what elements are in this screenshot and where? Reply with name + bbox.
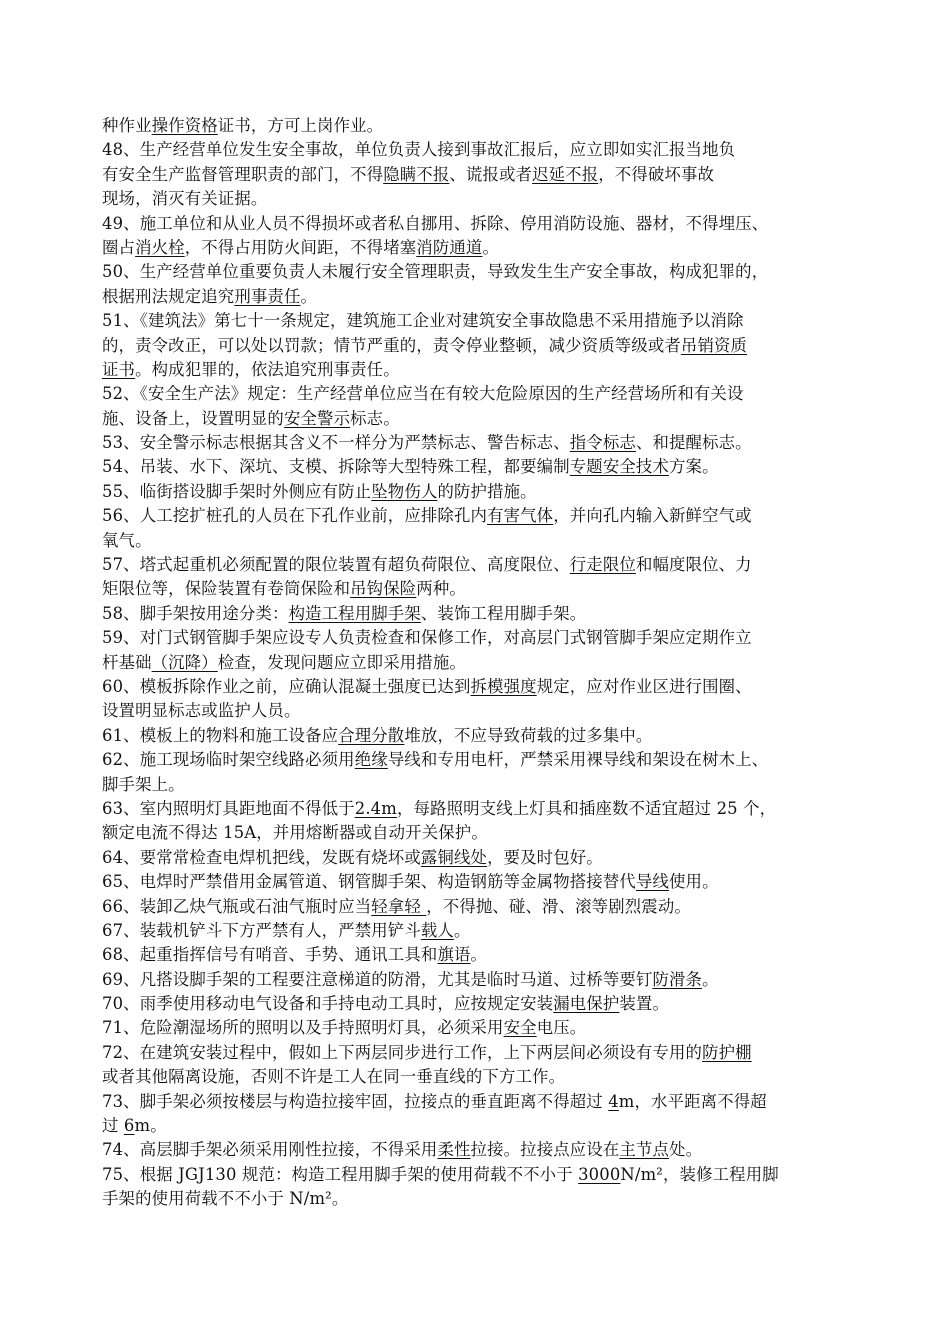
text-line	[102, 943, 862, 967]
text-line	[102, 651, 862, 675]
text-segment: 。	[300, 286, 318, 306]
text-segment: ，每路照明支线上灯具和插座数不适宜超过 25 个，	[396, 798, 777, 818]
text-segment: ，不得占用防火间距，不得堵塞	[184, 237, 417, 257]
text-segment: 堆放，不应导致荷载的过多集中。	[404, 725, 653, 745]
text-segment: 。构成犯罪的，依法追究刑事责任。	[135, 359, 400, 379]
underlined-answer: 专题安全技术	[569, 457, 670, 477]
text-segment: 51、《建筑法》第七十一条规定，建筑施工企业对建筑安全事故隐患不采用措施予以消除	[102, 311, 744, 331]
text-line	[102, 724, 862, 748]
text-segment: 额定电流不得达 15A，并用熔断器或自动开关保护。	[102, 823, 488, 843]
text-line	[102, 431, 862, 455]
text-segment: 杆基础	[102, 652, 152, 672]
underlined-answer: 柔性	[437, 1140, 471, 1160]
text-line	[102, 212, 862, 236]
text-segment: 70、雨季使用移动电气设备和手持电动工具时，应按规定安装	[102, 994, 554, 1014]
text-segment: 、装饰工程用脚手架。	[420, 603, 587, 623]
text-line	[102, 309, 862, 333]
text-segment: 72、在建筑安装过程中，假如上下两层同步进行工作，上下两层间必须设有专用的	[102, 1042, 703, 1062]
text-segment: 49、施工单位和从业人员不得损坏或者私自挪用、拆除、停用消防设施、器材，不得埋压、	[102, 213, 769, 233]
text-line	[102, 1041, 862, 1065]
underlined-answer: 指令标志	[569, 433, 636, 453]
text-line	[102, 138, 862, 162]
text-segment: 59、对门式钢管脚手架应设专人负责检查和保修工作，对高层门式钢管脚手架应定期作立	[102, 628, 752, 648]
text-segment: 标志。	[350, 408, 400, 428]
underlined-answer: 漏电保护	[553, 994, 620, 1014]
text-segment: 50、生产经营单位重要负责人未履行安全管理职责，导致发生生产安全事故，构成犯罪的，	[102, 262, 769, 282]
underlined-answer: 4	[608, 1091, 619, 1111]
text-segment: 56、人工挖扩桩孔的人员在下孔作业前，应排除孔内	[102, 506, 488, 526]
text-segment: 拉接。拉接点应设在	[470, 1140, 620, 1160]
text-line	[102, 602, 862, 626]
text-line	[102, 260, 862, 284]
text-segment: 证书，方可上岗作业。	[217, 116, 384, 135]
text-segment: 64、要常常检查电焊机把线，发既有烧坏或	[102, 847, 421, 867]
text-line	[102, 870, 862, 894]
underlined-answer: 消防通道	[416, 237, 483, 257]
underlined-answer: 合理分散	[338, 725, 405, 745]
text-segment: 有安全生产监督管理职责的部门，不得	[102, 164, 384, 184]
underlined-answer: 拆模强度	[470, 676, 537, 696]
text-line	[102, 675, 862, 699]
text-segment: 氧气。	[102, 530, 152, 550]
text-segment: 、谎报或者	[449, 164, 533, 184]
text-segment: 的防护措施。	[437, 481, 537, 501]
underlined-answer: 构造工程用脚手架	[288, 603, 421, 623]
underlined-answer: 消火栓	[135, 237, 185, 257]
text-segment: ，要及时包好。	[487, 847, 603, 867]
text-line	[102, 1163, 862, 1187]
text-line	[102, 455, 862, 479]
text-segment: 的，责令改正，可以处以罚款；情节严重的，责令停业整顿，减少资质等级或者	[102, 335, 681, 355]
underlined-answer: 隐瞒不报	[383, 164, 450, 184]
text-line	[102, 1138, 862, 1162]
text-line	[102, 821, 862, 845]
underlined-answer: 防护棚	[702, 1042, 752, 1062]
text-segment: ，不得抛、碰、滑、滚等剧烈震动。	[426, 896, 691, 916]
text-segment: 电压。	[536, 1018, 587, 1038]
text-line	[102, 187, 862, 211]
underlined-answer: 导线	[635, 872, 670, 892]
text-segment: 。	[482, 237, 500, 257]
text-segment: 处。	[669, 1140, 703, 1160]
text-line	[102, 114, 862, 138]
text-segment: 66、装卸乙炔气瓶或石油气瓶时应当	[102, 896, 372, 916]
text-line	[102, 1187, 862, 1211]
text-segment: 52、《安全生产法》规定：生产经营单位应当在有较大危险原因的生产经营场所和有关设	[102, 384, 744, 404]
text-segment: 方案。	[669, 457, 719, 477]
text-segment: 57、塔式起重机必须配置的限位装置有超负荷限位、高度限位、	[102, 555, 570, 575]
text-segment: 54、吊装、水下、深坑、支模、拆除等大型特殊工程，都要编制	[102, 457, 570, 477]
text-line	[102, 236, 862, 260]
text-segment: 种作业	[102, 116, 152, 135]
underlined-answer: 安全警示	[283, 408, 351, 428]
text-line	[102, 1114, 862, 1138]
text-segment: 设置明显标志或监护人员。	[102, 701, 301, 721]
text-segment: 65、电焊时严禁借用金属管道、钢管脚手架、构造钢筋等金属物搭接替代	[102, 872, 636, 892]
text-segment: 。	[702, 969, 719, 989]
text-line	[102, 773, 862, 797]
text-line	[102, 553, 862, 577]
document-body	[102, 114, 862, 1212]
text-segment: 或者其他隔离设施，否则不许是工人在同一垂直线的下方工作。	[102, 1067, 566, 1087]
underlined-answer: 旗语	[437, 945, 471, 965]
text-segment: 71、危险潮湿场所的照明以及手持照明灯具，必须采用	[102, 1018, 504, 1038]
underlined-answer: 操作资格	[151, 116, 218, 135]
text-line	[102, 285, 862, 309]
text-segment: N/m²，装修工程用脚	[620, 1164, 779, 1184]
text-line	[102, 163, 862, 187]
text-segment: 根据刑法规定追究	[102, 286, 235, 306]
text-line	[102, 382, 862, 406]
underlined-answer: 坠物伤人	[371, 481, 438, 501]
text-line	[102, 577, 862, 601]
text-line	[102, 919, 862, 943]
underlined-answer: （沉降）	[151, 652, 218, 672]
text-segment: 73、脚手架必须按楼层与构造拉接牢固，拉接点的垂直距离不得超过	[102, 1091, 609, 1111]
underlined-answer: 迟延不报	[532, 164, 599, 184]
text-segment: 58、脚手架按用途分类：	[102, 603, 289, 623]
text-line	[102, 407, 862, 431]
underlined-answer: 刑事责任	[234, 286, 301, 306]
text-line	[102, 968, 862, 992]
text-segment: 检查，发现问题应立即采用措施。	[217, 652, 466, 672]
text-segment: 两种。	[416, 579, 466, 599]
text-segment: 施、设备上，设置明显的	[102, 408, 284, 428]
underlined-answer: 吊销资质	[680, 335, 748, 355]
text-segment: 规定，应对作业区进行围圈、	[536, 676, 752, 696]
text-segment: 67、装载机铲斗下方严禁有人，严禁用铲斗	[102, 920, 421, 940]
underlined-answer: 6	[123, 1116, 135, 1136]
text-segment: 脚手架上。	[102, 774, 185, 794]
text-segment: 69、凡搭设脚手架的工程要注意梯道的防滑，尤其是临时马道、过桥等要钉	[102, 969, 653, 989]
underlined-answer: 轻拿轻	[371, 896, 427, 916]
text-line	[102, 1016, 862, 1040]
text-line	[102, 626, 862, 650]
text-segment: ，不得破坏事故	[598, 164, 715, 184]
text-line	[102, 895, 862, 919]
text-line	[102, 797, 862, 821]
text-segment: 现场，消灭有关证据。	[102, 189, 268, 209]
text-segment: 、和提醒标志。	[635, 433, 752, 453]
text-segment: 手架的使用荷载不不小于 N/m²。	[102, 1189, 349, 1209]
text-segment: 和幅度限位、力	[635, 555, 752, 575]
underlined-answer: 安全	[503, 1018, 537, 1038]
underlined-answer: 行走限位	[569, 555, 636, 575]
underlined-answer: 3000	[578, 1164, 621, 1184]
text-line	[102, 846, 862, 870]
text-line	[102, 358, 862, 382]
text-segment: 74、高层脚手架必须采用刚性拉接，不得采用	[102, 1140, 438, 1160]
text-segment: ，并向孔内输入新鲜空气或	[553, 506, 752, 526]
text-segment: 矩限位等，保险装置有卷筒保险和	[102, 579, 351, 599]
underlined-answer: 防滑条	[652, 969, 703, 989]
underlined-answer: 有害气体	[487, 506, 554, 526]
text-line	[102, 1065, 862, 1089]
text-segment: 53、安全警示标志根据其含义不一样分为严禁标志、警告标志、	[102, 433, 570, 453]
text-segment: 装置。	[619, 994, 670, 1014]
text-line	[102, 1090, 862, 1114]
text-segment: 60、模板拆除作业之前，应确认混凝土强度已达到	[102, 676, 471, 696]
text-line	[102, 748, 862, 772]
underlined-answer: 绝缘	[354, 750, 388, 770]
text-line	[102, 529, 862, 553]
text-segment: 48、生产经营单位发生安全事故，单位负责人接到事故汇报后，应立即如实汇报当地负	[102, 140, 736, 160]
text-line	[102, 992, 862, 1016]
text-line	[102, 480, 862, 504]
text-segment: 使用。	[669, 872, 719, 892]
underlined-answer: 露铜线处	[420, 847, 488, 867]
text-segment: 68、起重指挥信号有哨音、手势、通讯工具和	[102, 945, 438, 965]
text-segment: 过	[102, 1116, 124, 1136]
text-segment: 63、室内照明灯具距地面不得低于	[102, 798, 355, 818]
text-segment: 。	[470, 945, 488, 965]
text-line	[102, 504, 862, 528]
text-line	[102, 699, 862, 723]
text-segment: 。	[453, 920, 471, 940]
underlined-answer: 吊钩保险	[350, 579, 417, 599]
text-line	[102, 334, 862, 358]
underlined-answer: 主节点	[619, 1140, 670, 1160]
text-segment: 61、模板上的物料和施工设备应	[102, 725, 339, 745]
underlined-answer: 2.4m	[354, 798, 397, 818]
underlined-answer: 证书	[102, 359, 136, 379]
text-segment: 62、施工现场临时架空线路必须用	[102, 750, 355, 770]
text-segment: 55、临街搭设脚手架时外侧应有防止	[102, 481, 372, 501]
underlined-answer: 载人	[420, 920, 454, 940]
text-segment: m。	[134, 1116, 167, 1136]
text-segment: 圈占	[102, 237, 136, 257]
text-segment: 75、根据 JGJ130 规范：构造工程用脚手架的使用荷载不不小于	[102, 1164, 579, 1184]
text-segment: m，水平距离不得超	[618, 1091, 767, 1111]
text-segment: 导线和专用电杆，严禁采用裸导线和架设在树木上、	[387, 750, 769, 770]
